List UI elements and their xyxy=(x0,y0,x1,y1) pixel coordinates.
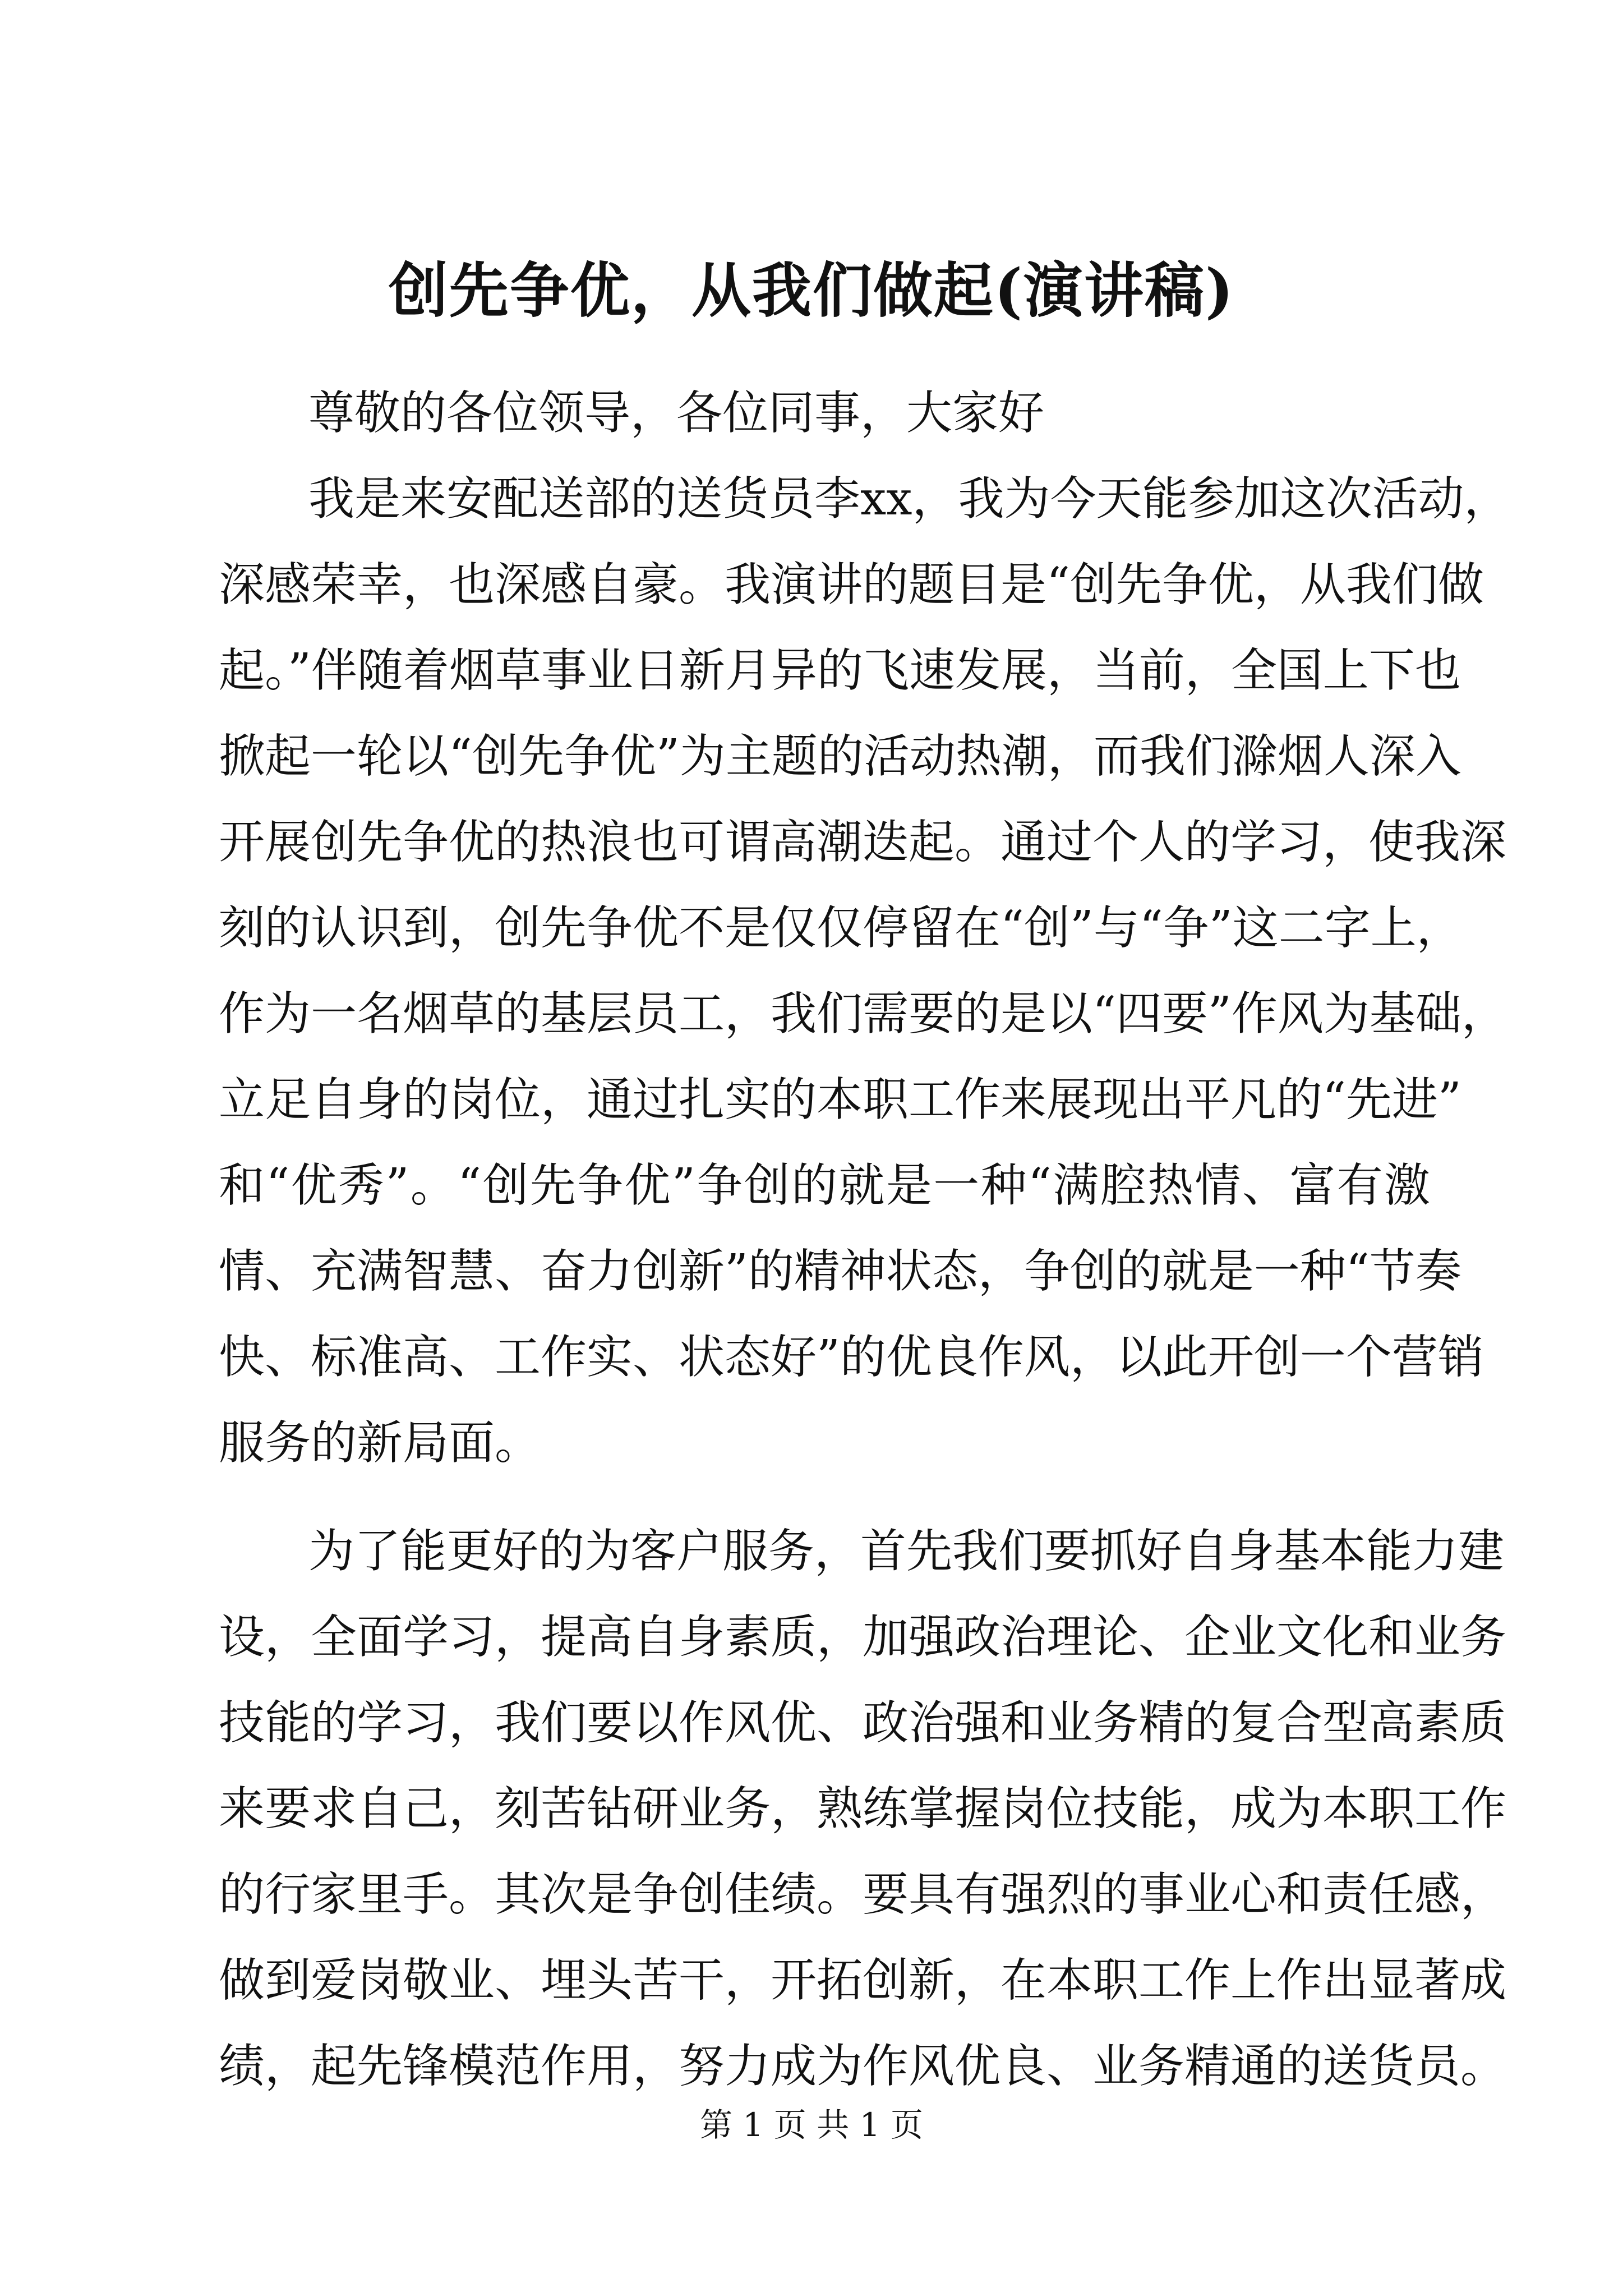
paragraph-line: 的行家里手。其次是争创佳绩。要具有强烈的事业心和责任感， xyxy=(219,1868,1507,1921)
paragraph-line: 掀起一轮以“创先争优”为主题的活动热潮，而我们滁烟人深入 xyxy=(219,730,1461,783)
paragraph-line: 情、充满智慧、奋力创新”的精神状态，争创的就是一种“节奏 xyxy=(219,1245,1461,1298)
document-title: 创先争优，从我们做起(演讲稿) xyxy=(388,255,1235,325)
paragraph-line: 作为一名烟草的基层员工，我们需要的是以“四要”作风为基础， xyxy=(219,987,1507,1041)
paragraph-line: 服务的新局面。 xyxy=(219,1416,541,1470)
paragraph-line: 起。”伴随着烟草事业日新月异的飞速发展，当前，全国上下也 xyxy=(219,644,1461,697)
paragraph-line: 设，全面学习，提高自身素质，加强政治理论、企业文化和业务 xyxy=(219,1611,1507,1664)
greeting-line: 尊敬的各位领导，各位同事，大家好 xyxy=(308,386,1045,440)
page-footer: 第 1 页 共 1 页 xyxy=(700,2106,923,2144)
paragraph-line: 我是来安配送部的送货员李xx，我为今天能参加这次活动， xyxy=(308,472,1510,526)
paragraph-line: 立足自身的岗位，通过扎实的本职工作来展现出平凡的“先进” xyxy=(219,1073,1461,1126)
paragraph-line: 为了能更好的为客户服务，首先我们要抓好自身基本能力建 xyxy=(308,1525,1505,1578)
paragraph-line: 开展创先争优的热浪也可谓高潮迭起。通过个人的学习，使我深 xyxy=(219,816,1507,869)
paragraph-spacer xyxy=(219,1486,1430,1508)
paragraph-line: 做到爱岗敬业、埋头苦干，开拓创新，在本职工作上作出显著成 xyxy=(219,1954,1507,2007)
paragraph-line: 刻的认识到，创先争优不是仅仅停留在“创”与“争”这二字上， xyxy=(219,901,1463,955)
paragraph-line: 来要求自己，刻苦钻研业务，熟练掌握岗位技能，成为本职工作 xyxy=(219,1782,1507,1835)
paragraph-line: 绩，起先锋模范作用，努力成为作风优良、业务精通的送货员。 xyxy=(219,2040,1507,2093)
document-body xyxy=(219,370,1510,2109)
paragraph-line: 和“优秀”。“创先争优”争创的就是一种“满腔热情、富有激 xyxy=(219,1159,1430,1212)
paragraph-line: 快、标准高、工作实、状态好”的优良作风，以此开创一个营销 xyxy=(219,1331,1484,1384)
paragraph-line: 深感荣幸，也深感自豪。我演讲的题目是“创先争优，从我们做 xyxy=(219,558,1484,611)
paragraph-line: 技能的学习，我们要以作风优、政治强和业务精的复合型高素质 xyxy=(219,1696,1507,1750)
